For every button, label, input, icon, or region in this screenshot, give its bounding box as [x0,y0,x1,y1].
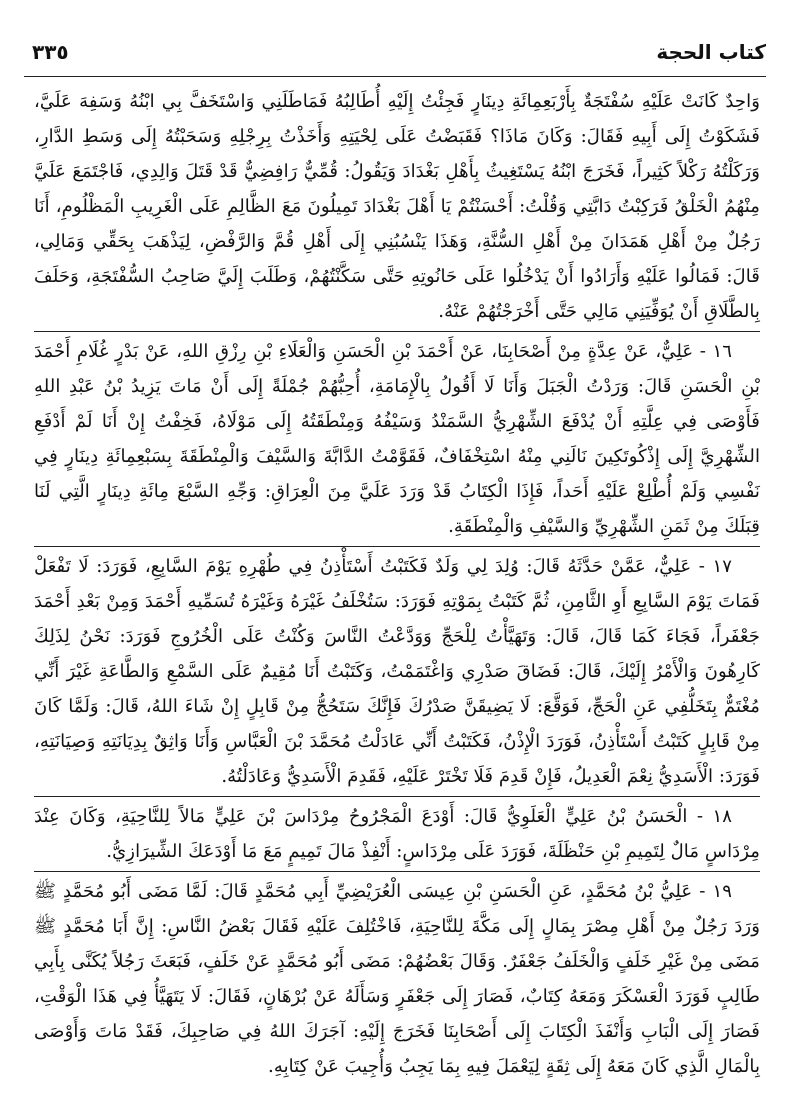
paragraph-continuation: وَاحِدٌ كَانَتْ عَلَيْهِ سُفْتَجَةٌ بِأَرْبَعِمِائَةِ دِينَارٍ فَجِئْتُ إِلَيْهِ أُطَالِبُهُ فَمَاطَلَنِي وَاسْتَخَفَّ بِي ابْنُهُ وَسَفِهَ عَلَيَّ، فَشَكَوْتُ إِلَى أَبِيهِ فَقَالَ: وَكَانَ مَاذَا؟ فَقَبَضْتُ عَلَى لِحْيَتِهِ وَأَخَذْتُ بِرِجْلِهِ وَسَحَبْتُهُ إِلَى وَسَطِ الدَّارِ، وَرَكَلْتُهُ رَكْلاً كَثِيراً، فَخَرَجَ ابْنُهُ يَسْتَغِيثُ بِأَهْلِ بَغْدَادَ وَيَقُولُ: قُمِّيٌّ رَافِضِيٌّ قَدْ قَتَلَ وَالِدِي، فَاجْتَمَعَ عَلَيَّ مِنْهُمُ الْخَلْقُ فَرَكِبْتُ دَابَّتِي وَقُلْتُ: أَحْسَنْتُمْ يَا أَهْلَ بَغْدَادَ تَمِيلُونَ مَعَ الظَّالِمِ عَلَى الْغَرِيبِ الْمَظْلُومِ، أَنَا رَجُلٌ مِنْ أَهْلِ هَمَدَانَ مِنْ أَهْلِ السُّنَّةِ، وَهَذَا يَنْسُبُنِي إِلَى أَهْلِ قُمَّ وَالرَّفْضِ، لِيَذْهَبَ بِحَقِّي وَمَالِي، قَالَ: فَمَالُوا عَلَيْهِ وَأَرَادُوا أَنْ يَدْخُلُوا عَلَى حَانُوتِهِ حَتَّى سَكَّنْتُهُمْ، وَطَلَبَ إِلَيَّ صَاحِبُ السُّفْتَجَةِ، وَحَلَفَ بِالطَّلَاقِ أَنْ يُوَفِّيَنِي مَالِي حَتَّى أَخْرَجْتُهُمْ عَنْهُ. [34,91,760,322]
hadith-18: ١٨ - الْحَسَنُ بْنُ عَلِيٍّ الْعَلَوِيُّ قَالَ: أَوْدَعَ الْمَجْرُوحُ مِرْدَاسَ بْنَ عَلِيٍّ مَالاً لِلنَّاحِيَةِ، وَكَانَ عِنْدَ مِرْدَاسٍ مَالٌ لِتَمِيمِ بْنِ حَنْظَلَةَ، فَوَرَدَ عَلَى مِرْدَاسٍ: أَنْفِذْ مَالَ تَمِيمٍ مَعَ مَا أَوْدَعَكَ الشِّيرَازِيُّ. [34,796,760,869]
hadith-19: ١٩ - عَلِيُّ بْنُ مُحَمَّدٍ، عَنِ الْحَسَنِ بْنِ عِيسَى الْعُرَيْضِيِّ أَبِي مُحَمَّدٍ قَالَ: لَمَّا مَضَى أَبُو مُحَمَّدٍ ﷺ وَرَدَ رَجُلٌ مِنْ أَهْلِ مِصْرَ بِمَالٍ إِلَى مَكَّةَ لِلنَّاحِيَةِ، فَاخْتُلِفَ عَلَيْهِ فَقَالَ بَعْضُ النَّاسِ: إِنَّ أَبَا مُحَمَّدٍ ﷺ مَضَى مِنْ غَيْرِ خَلَفٍ وَالْخَلَفُ جَعْفَرٌ. وَقَالَ بَعْضُهُمْ: مَضَى أَبُو مُحَمَّدٍ عَنْ خَلَفٍ، فَبَعَثَ رَجُلاً يُكَنَّى بِأَبِي طَالِبٍ فَوَرَدَ الْعَسْكَرَ وَمَعَهُ كِتَابٌ، فَصَارَ إِلَى جَعْفَرٍ وَسَأَلَهُ عَنْ بُرْهَانٍ، فَقَالَ: لَا يَتَهَيَّأُ فِي هَذَا الْوَقْتِ، فَصَارَ إِلَى الْبَابِ وَأَنْفَذَ الْكِتَابَ إِلَى أَصْحَابِنَا فَخَرَجَ إِلَيْهِ: آجَرَكَ اللهُ فِي صَاحِبِكَ، فَقَدْ مَاتَ وَأَوْصَى بِالْمَالِ الَّذِي كَانَ مَعَهُ إِلَى ثِقَةٍ لِيَعْمَلَ فِيهِ بِمَا يَجِبُ وَأُجِيبَ عَنْ كِتَابِهِ. [34,871,760,1084]
running-title: كتاب الحجة [656,40,766,64]
page-header [24,40,766,70]
hadith-16: ١٦ - عَلِيٌّ، عَنْ عِدَّةٍ مِنْ أَصْحَابِنَا، عَنْ أَحْمَدَ بْنِ الْحَسَنِ وَالْعَلَاءِ بْنِ رِزْقِ اللهِ، عَنْ بَدْرٍ غُلَامِ أَحْمَدَ بْنِ الْحَسَنِ قَالَ: وَرَدْتُ الْجَبَلَ وَأَنَا لَا أَقُولُ بِالْإِمَامَةِ، أُحِبُّهُمْ جُمْلَةً إِلَى أَنْ مَاتَ يَزِيدُ بْنُ عَبْدِ اللهِ فَأَوْصَى فِي عِلَّتِهِ أَنْ يُدْفَعَ الشِّهْرِيُّ السَّمَنْدُ وَسَيْفُهُ وَمِنْطَقَتُهُ إِلَى مَوْلَاهُ، فَخِفْتُ إِنْ أَنَا لَمْ أَدْفَعِ الشِّهْرِيَّ إِلَى إِذْكُوتَكِينَ نَالَنِي مِنْهُ اسْتِخْفَافٌ، فَقَوَّمْتُ الدَّابَّةَ وَالسَّيْفَ وَالْمِنْطَقَةَ بِسَبْعِمِائَةِ دِينَارٍ فِي نَفْسِي وَلَمْ أُطْلِعْ عَلَيْهِ أَحَداً، فَإِذَا الْكِتَابُ قَدْ وَرَدَ عَلَيَّ مِنَ الْعِرَاقِ: وَجِّهِ السَّبْعَ مِائَةِ دِينَارٍ الَّتِي لَنَا قِبَلَكَ مِنْ ثَمَنِ الشِّهْرِيِّ وَالسَّيْفِ وَالْمِنْطَقَةِ. [34,331,760,544]
header-rule [24,76,766,77]
page-number: ٣٣٥ [32,40,69,64]
hadith-17: ١٧ - عَلِيٌّ، عَمَّنْ حَدَّثَهُ قَالَ: وُلِدَ لِي وَلَدٌ فَكَتَبْتُ أَسْتَأْذِنُ فِي طُهْرِهِ يَوْمَ السَّابِعِ، فَوَرَدَ: لَا تَفْعَلْ فَمَاتَ يَوْمَ السَّابِعِ أَوِ الثَّامِنِ، ثُمَّ كَتَبْتُ بِمَوْتِهِ فَوَرَدَ: سَتُخْلَفُ غَيْرَهُ وَغَيْرَهُ تُسَمِّيهِ أَحْمَدَ وَمِنْ بَعْدِ أَحْمَدَ جَعْفَراً، فَجَاءَ كَمَا قَالَ، قَالَ: وَتَهَيَّأْتُ لِلْحَجِّ وَوَدَّعْتُ النَّاسَ وَكُنْتُ عَلَى الْخُرُوجِ فَوَرَدَ: نَحْنُ لِذَلِكَ كَارِهُونَ وَالْأَمْرُ إِلَيْكَ، قَالَ: فَضَاقَ صَدْرِي وَاغْتَمَمْتُ، وَكَتَبْتُ أَنَا مُقِيمٌ عَلَى السَّمْعِ وَالطَّاعَةِ غَيْرَ أَنِّي مُغْتَمٌّ بِتَخَلُّفِي عَنِ الْحَجِّ، فَوَقَّعَ: لَا يَضِيقَنَّ صَدْرُكَ فَإِنَّكَ سَتَحُجُّ مِنْ قَابِلٍ إِنْ شَاءَ اللهُ، قَالَ: وَلَمَّا كَانَ مِنْ قَابِلٍ كَتَبْتُ أَسْتَأْذِنُ، فَوَرَدَ الْإِذْنُ، فَكَتَبْتُ أَنِّي عَادَلْتُ مُحَمَّدَ بْنَ الْعَبَّاسِ وَأَنَا وَاثِقٌ بِدِيَانَتِهِ وَصِيَانَتِهِ، فَوَرَدَ: الْأَسَدِيُّ نِعْمَ الْعَدِيلُ، فَإِنْ قَدِمَ فَلَا تَخْتَرْ عَلَيْهِ، فَقَدِمَ الْأَسَدِيُّ وَعَادَلْتُهُ. [34,546,760,794]
page-body [34,84,760,1084]
